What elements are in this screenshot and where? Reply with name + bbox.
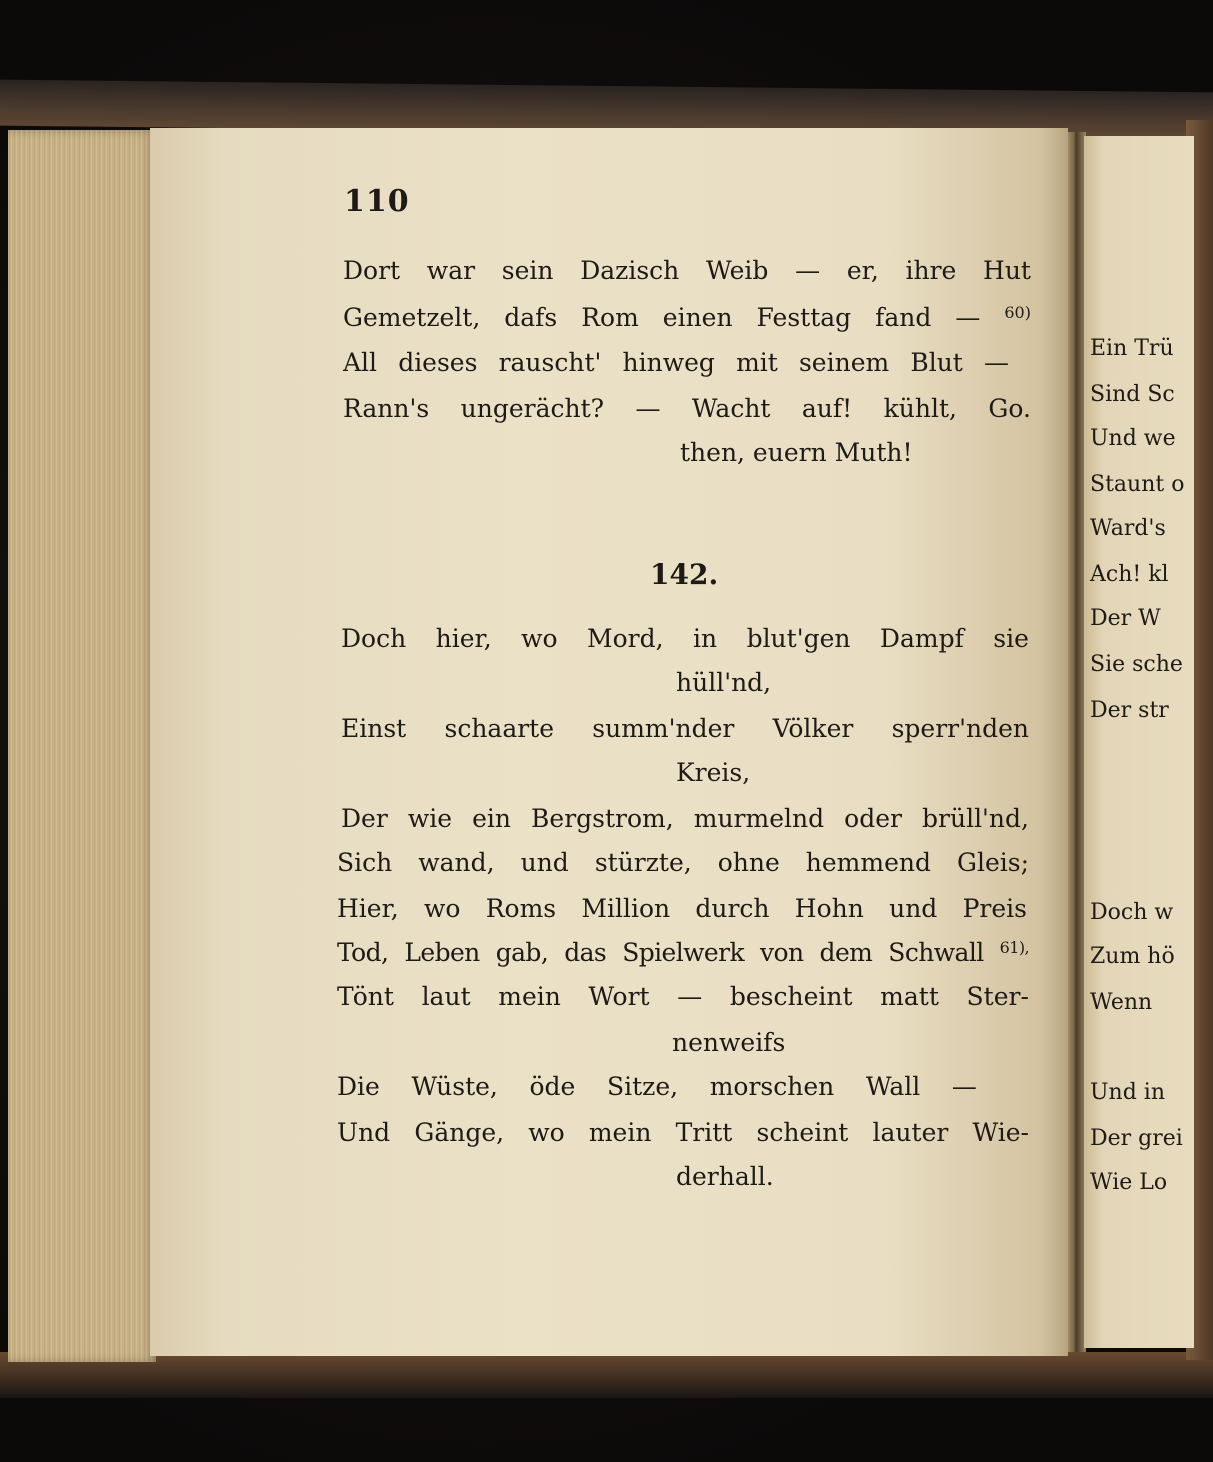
verse-line: Hier, wo Roms Million durch Hohn und Preis <box>337 894 1027 923</box>
verse-continuation: nenweifs <box>672 1028 786 1057</box>
page-number: 110 <box>344 184 410 219</box>
verse-line: All dieses rauscht' hinweg mit seinem Blut — <box>343 348 1009 377</box>
right-page-line: Der grei <box>1090 1126 1183 1151</box>
verse-line: Der wie ein Bergstrom, murmelnd oder brüll'nd, <box>341 804 1029 833</box>
right-page-line: Ward's <box>1090 516 1166 541</box>
verse-line: Einst schaarte summ'nder Völker sperr'nden <box>341 714 1029 743</box>
right-page-line: Sind Sc <box>1090 382 1175 407</box>
right-page-line: Und we <box>1090 426 1176 451</box>
verse-line: Sich wand, und stürzte, ohne hemmend Gleis; <box>337 848 1029 877</box>
book-cover-bottom-edge <box>0 1352 1213 1398</box>
verse-line: Gemetzelt, dafs Rom einen Festtag fand — 60) <box>343 303 1031 332</box>
verse-line: Tönt laut mein Wort — bescheint matt Ster- <box>337 982 1029 1011</box>
verse-line: Doch hier, wo Mord, in blut'gen Dampf sie <box>341 624 1029 653</box>
page-block-edges <box>8 130 156 1362</box>
right-page-line: Doch w <box>1090 900 1174 925</box>
verse-line: Die Wüste, öde Sitze, morschen Wall — <box>337 1072 977 1101</box>
verse-line: Tod, Leben gab, das Spielwerk von dem Schwall 61), <box>337 938 1029 967</box>
right-page <box>1084 136 1194 1348</box>
verse-line: Und Gänge, wo mein Tritt scheint lauter Wie- <box>337 1118 1029 1147</box>
right-page-line: Ein Trü <box>1090 336 1174 361</box>
right-page-line: Wenn <box>1090 990 1153 1015</box>
right-page-line: Wie Lo <box>1090 1170 1168 1195</box>
verse-continuation: hüll'nd, <box>676 668 772 697</box>
verse-line: Dort war sein Dazisch Weib — er, ihre Hut <box>343 256 1031 285</box>
right-page-line: Sie sche <box>1090 652 1183 677</box>
right-page-line: Zum hö <box>1090 944 1175 969</box>
footnote-marker: 60) <box>1004 303 1031 322</box>
verse-continuation: derhall. <box>676 1162 774 1191</box>
verse-continuation: Kreis, <box>676 758 751 787</box>
right-page-line: Ach! kl <box>1090 562 1169 587</box>
right-page-line: Der str <box>1090 698 1169 723</box>
verse-continuation: then, euern Muth! <box>680 438 913 467</box>
stanza-number: 142. <box>650 558 719 591</box>
right-page-line: Und in <box>1090 1080 1165 1105</box>
right-page-line: Der W <box>1090 606 1161 631</box>
right-page-line: Staunt o <box>1090 472 1185 497</box>
footnote-marker: 61), <box>999 938 1029 957</box>
verse-line: Rann's ungerächt? — Wacht auf! kühlt, Go. <box>343 394 1031 423</box>
